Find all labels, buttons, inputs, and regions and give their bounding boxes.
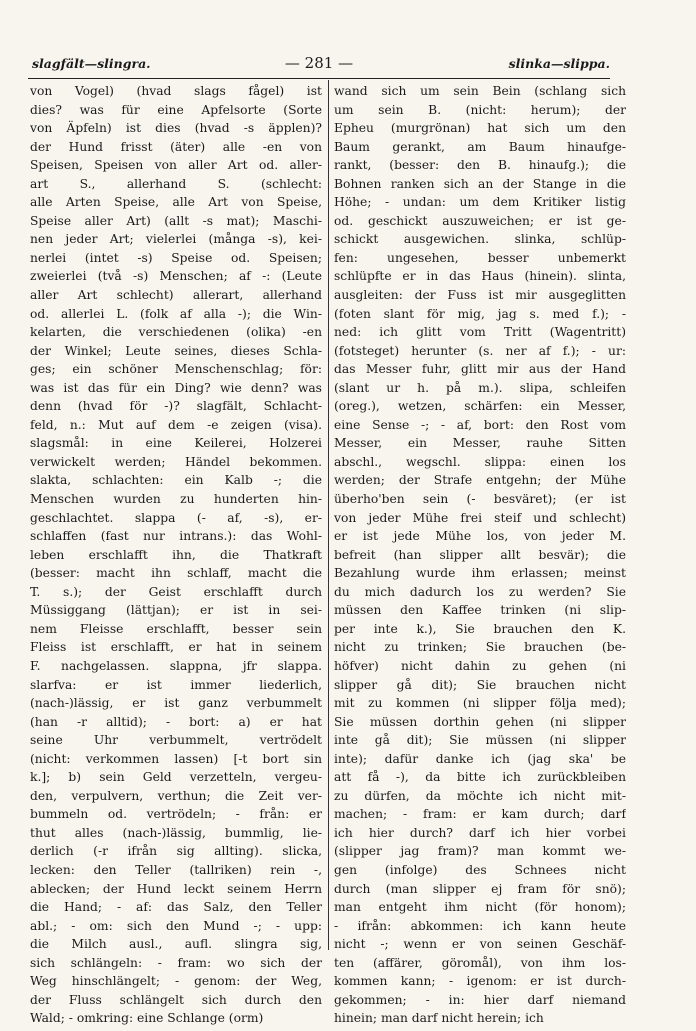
- text-line: kommen kann; - igenom: er ist durch-: [334, 974, 626, 989]
- text-line: od. geschickt auszuweichen; er ist ge-: [334, 213, 626, 228]
- text-line: du mich dadurch los zu werden? Sie: [334, 584, 626, 599]
- text-line: dies? was für eine Apfelsorte (Sorte: [30, 102, 322, 117]
- text-line: - ifrån: abkommen: ich kann heute: [334, 918, 626, 933]
- text-line: Sie müssen dorthin gehen (ni slipper: [334, 714, 626, 729]
- text-line: slagsmål: in eine Keilerei, Holzerei: [30, 436, 322, 451]
- text-line: fen: ungesehen, besser unbemerkt: [334, 250, 626, 265]
- text-line: leben erschlafft ihn, die Thatkraft: [30, 547, 322, 562]
- text-line: von Äpfeln) ist dies (hvad -s äpplen)?: [30, 121, 322, 136]
- text-line: att få -), da bitte ich zurückbleiben: [334, 770, 626, 785]
- text-line: durch (man slipper ej fram för snö);: [334, 881, 626, 896]
- text-line: gekommen; - in: hier darf niemand: [334, 992, 626, 1007]
- text-line: T. s.); der Geist erschlafft durch: [30, 584, 322, 599]
- text-line: abschl., wegschl. slippa: einen los: [334, 454, 626, 469]
- text-line: (slant ur h. på m.). slipa, schleifen: [334, 380, 626, 395]
- text-line: das Messer fuhr, glitt mir aus der Hand: [334, 362, 626, 377]
- text-line: per inte k.), Sie brauchen den K.: [334, 621, 626, 636]
- text-line: sich schlängeln: - fram: wo sich der: [30, 955, 322, 970]
- text-line: Epheu (murgrönan) hat sich um den: [334, 121, 626, 136]
- text-line: mit zu kommen (ni slipper följa med);: [334, 696, 626, 711]
- text-line: aller Art schlecht) allerart, allerhand: [30, 288, 322, 303]
- column-divider: [328, 80, 329, 950]
- text-line: bummeln od. vertrödeln; - från: er: [30, 807, 322, 822]
- text-line: (foten slant för mig, jag s. med f.); -: [334, 306, 626, 321]
- text-line: F. nachgelassen. slappna, jfr slappa.: [30, 658, 322, 673]
- text-line: (slipper jag fram)? man kommt we-: [334, 844, 626, 859]
- text-line: denn (hvad för -)? slagfält, Schlacht-: [30, 399, 322, 414]
- text-line: gen (infolge) des Schnees nicht: [334, 862, 626, 877]
- text-line: machen; - fram: er kam durch; darf: [334, 807, 626, 822]
- text-line: Menschen wurden zu hunderten hin-: [30, 492, 322, 507]
- text-line: thut alles (nach-)lässig, bummlig, lie-: [30, 825, 322, 840]
- text-line: der Fluss schlängelt sich durch den: [30, 992, 322, 1007]
- text-line: der Winkel; Leute seines, dieses Schla-: [30, 343, 322, 358]
- text-line: nerlei (intet -s) Speise od. Speisen;: [30, 250, 322, 265]
- text-line: ablecken; der Hund leckt seinem Herrn: [30, 881, 322, 896]
- text-line: inte); dafür danke ich (jag ska' be: [334, 751, 626, 766]
- text-line: nicht -; wenn er von seinen Geschäf-: [334, 937, 626, 952]
- text-line: höfver) nicht dahin zu gehen (ni: [334, 658, 626, 673]
- text-line: feld, n.: Mut auf dem -e zeigen (visa).: [30, 417, 322, 432]
- text-line: slakta, schlachten: ein Kalb -; die: [30, 473, 322, 488]
- text-line: slipper gå dit); Sie brauchen nicht: [334, 677, 626, 692]
- page-header: [28, 54, 610, 76]
- text-line: ten (affärer, göromål), von ihm los-: [334, 955, 626, 970]
- text-line: ich hier durch? darf ich hier vorbei: [334, 825, 626, 840]
- text-line: wand sich um sein Bein (schlang sich: [334, 84, 626, 98]
- text-line: slarfva: er ist immer liederlich,: [30, 677, 322, 692]
- text-line: (han -r alltid); - bort: a) er hat: [30, 714, 322, 729]
- header-rule: [28, 78, 610, 79]
- text-line: um sein B. (nicht: herum); der: [334, 102, 626, 117]
- text-line: eine Sense -; - af, bort: den Rost vom: [334, 417, 626, 432]
- text-line: man entgeht ihm nicht (för honom);: [334, 900, 626, 915]
- text-line: überho'ben sein (- besväret); (er ist: [334, 492, 626, 507]
- text-line: (nach-)lässig, er ist ganz verbummelt: [30, 696, 322, 711]
- text-line: Höhe; - undan: um dem Kritiker listig: [334, 195, 626, 210]
- text-line: was ist das für ein Ding? wie denn? was: [30, 380, 322, 395]
- text-line: er ist jede Mühe los, von jeder M.: [334, 529, 626, 544]
- text-line: art S., allerhand S. (schlecht:: [30, 176, 322, 191]
- text-line: Wald; - omkring: eine Schlange (orm): [30, 1011, 264, 1026]
- text-line: von jeder Mühe frei steif und schlecht): [334, 510, 626, 525]
- header-left-guideword: slagfält—slingra.: [32, 56, 151, 71]
- text-line: schlüpfte er in das Haus (hinein). slinta,: [334, 269, 626, 284]
- header-right-guideword: slinka—slippa.: [508, 56, 610, 71]
- page-number: — 281 —: [284, 54, 354, 72]
- text-line: Speise aller Art) (allt -s mat); Maschi-: [30, 213, 322, 228]
- text-line: lecken: den Teller (tallriken) rein -,: [30, 862, 322, 877]
- text-line: verwickelt werden; Händel bekommen.: [30, 454, 322, 469]
- text-line: (oreg.), wetzen, schärfen: ein Messer,: [334, 399, 626, 414]
- text-line: seine Uhr verbummelt, vertrödelt: [30, 733, 322, 748]
- text-line: rankt, (besser: den B. hinaufg.); die: [334, 158, 626, 173]
- text-line: ned: ich glitt vom Tritt (Wagentritt): [334, 325, 626, 340]
- text-line: nicht zu trinken; Sie brauchen (be-: [334, 640, 626, 655]
- text-line: schickt ausgewichen. slinka, schlüp-: [334, 232, 626, 247]
- text-line: die Milch ausl., aufl. slingra sig,: [30, 937, 322, 952]
- text-line: derlich (-r ifrån sig allting). slicka,: [30, 844, 322, 859]
- text-line: k.]; b) sein Geld verzetteln, vergeu-: [30, 770, 322, 785]
- text-line: Bezahlung wurde ihm erlassen; meinst: [334, 566, 626, 581]
- text-line: befreit (han slipper allt besvär); die: [334, 547, 626, 562]
- text-line: werden; der Strafe entgehn; der Mühe: [334, 473, 626, 488]
- right-column: [334, 82, 626, 1028]
- text-line: Fleiss ist erschlafft, er hat in seinem: [30, 640, 322, 655]
- text-line: von Vogel) (hvad slags fågel) ist: [30, 84, 322, 98]
- text-line: ges; ein schöner Menschenschlag; för:: [30, 362, 322, 377]
- text-line: schlaffen (fast nur intrans.): das Wohl-: [30, 529, 322, 544]
- text-line: nen jeder Art; vielerlei (många -s), kei-: [30, 232, 322, 247]
- text-line: müssen den Kaffee trinken (ni slip-: [334, 603, 626, 618]
- text-line: Bohnen ranken sich an der Stange in die: [334, 176, 626, 191]
- text-line: alle Arten Speise, alle Art von Speise,: [30, 195, 322, 210]
- text-line: Müssiggang (lättjan); er ist in sei-: [30, 603, 322, 618]
- text-line: Weg hinschlängelt; - genom: der Weg,: [30, 974, 322, 989]
- text-line: zu dürfen, da möchte ich nicht mit-: [334, 788, 626, 803]
- text-line: der Hund frisst (äter) alle -en von: [30, 139, 322, 154]
- text-line: abl.; - om: sich den Mund -; - upp:: [30, 918, 322, 933]
- text-line: inte gå dit); Sie müssen (ni slipper: [334, 733, 626, 748]
- text-line: den, verpulvern, verthun; die Zeit ver-: [30, 788, 322, 803]
- left-column: [30, 82, 322, 1028]
- text-line: nem Fleisse erschlafft, besser sein: [30, 621, 322, 636]
- text-line: geschlachtet. slappa (- af, -s), er-: [30, 510, 322, 525]
- text-line: (nicht: verkommen lassen) [-t bort sin: [30, 751, 322, 766]
- text-line: ausgleiten: der Fuss ist mir ausgeglitten: [334, 288, 626, 303]
- text-line: (besser: macht ihn schlaff, macht die: [30, 566, 322, 581]
- text-line: (fotsteget) herunter (s. ner af f.); - ur:: [334, 343, 626, 358]
- text-line: Speisen, Speisen von aller Art od. aller-: [30, 158, 322, 173]
- text-line: hinein; man darf nicht herein; ich: [334, 1011, 544, 1026]
- text-line: Baum gerankt, am Baum hinaufge-: [334, 139, 626, 154]
- text-line: kelarten, die verschiedenen (olika) -en: [30, 325, 322, 340]
- text-line: zweierlei (två -s) Menschen; af -: (Leute: [30, 269, 322, 284]
- text-line: od. allerlei L. (folk af alla -); die Win-: [30, 306, 322, 321]
- text-line: die Hand; - af: das Salz, den Teller: [30, 900, 322, 915]
- text-line: Messer, ein Messer, rauhe Sitten: [334, 436, 626, 451]
